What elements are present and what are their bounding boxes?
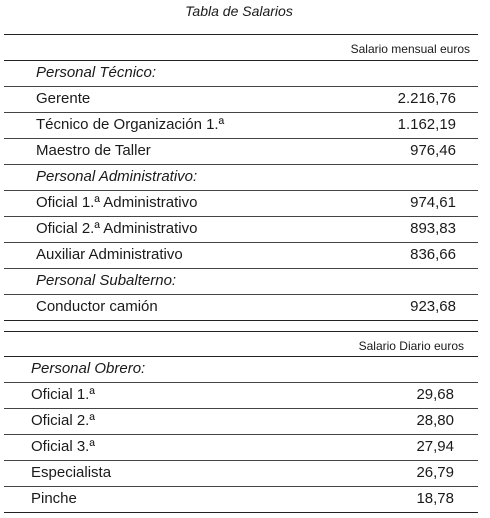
daily-salary-header: Salario Diario euros <box>358 339 464 353</box>
section-end-rule <box>4 320 478 321</box>
row-divider <box>4 382 478 383</box>
row-value: 923,68 <box>410 298 456 315</box>
row-label: Oficial 3.ª <box>31 438 95 455</box>
row-label: Oficial 1.ª <box>31 386 95 403</box>
row-value: 976,46 <box>410 142 456 159</box>
row-divider <box>4 86 478 87</box>
row-label: Gerente <box>36 90 91 107</box>
row-value: 2.216,76 <box>397 90 456 107</box>
daily-header-rule <box>4 356 478 357</box>
row-label: Oficial 1.ª Administrativo <box>36 194 198 211</box>
row-value: 28,80 <box>416 412 454 429</box>
row-divider <box>4 112 478 113</box>
bottom-rule <box>4 512 478 513</box>
row-label: Oficial 2.ª Administrativo <box>36 220 198 237</box>
row-label: Especialista <box>31 464 112 481</box>
row-divider <box>4 268 478 269</box>
row-value: 26,79 <box>416 464 454 481</box>
row-value: 836,66 <box>410 246 456 263</box>
row-label: Oficial 2.ª <box>31 412 95 429</box>
row-divider <box>4 216 478 217</box>
row-divider <box>4 164 478 165</box>
row-divider <box>4 190 478 191</box>
row-label: Conductor camión <box>36 298 158 315</box>
row-value: 1.162,19 <box>397 116 456 133</box>
row-divider <box>4 486 478 487</box>
row-divider <box>4 434 478 435</box>
row-divider <box>4 294 478 295</box>
row-value: 893,83 <box>410 220 456 237</box>
section-personal-administrativo: Personal Administrativo: <box>36 168 198 185</box>
row-label: Pinche <box>31 490 77 507</box>
top-rule <box>4 34 478 35</box>
row-divider <box>4 460 478 461</box>
table-title: Tabla de Salarios <box>185 3 293 19</box>
monthly-salary-header: Salario mensual euros <box>350 42 470 56</box>
row-label: Técnico de Organización 1.ª <box>36 116 225 133</box>
header-rule <box>4 60 478 61</box>
section-personal-subalterno: Personal Subalterno: <box>36 272 177 289</box>
row-label: Auxiliar Administrativo <box>36 246 183 263</box>
row-label: Maestro de Taller <box>36 142 151 159</box>
row-value: 27,94 <box>416 438 454 455</box>
row-divider <box>4 138 478 139</box>
row-value: 29,68 <box>416 386 454 403</box>
row-value: 18,78 <box>416 490 454 507</box>
section-personal-tecnico: Personal Técnico: <box>36 64 157 81</box>
row-divider <box>4 242 478 243</box>
section-personal-obrero: Personal Obrero: <box>31 360 146 377</box>
daily-top-rule <box>4 331 478 332</box>
row-divider <box>4 408 478 409</box>
row-value: 974,61 <box>410 194 456 211</box>
